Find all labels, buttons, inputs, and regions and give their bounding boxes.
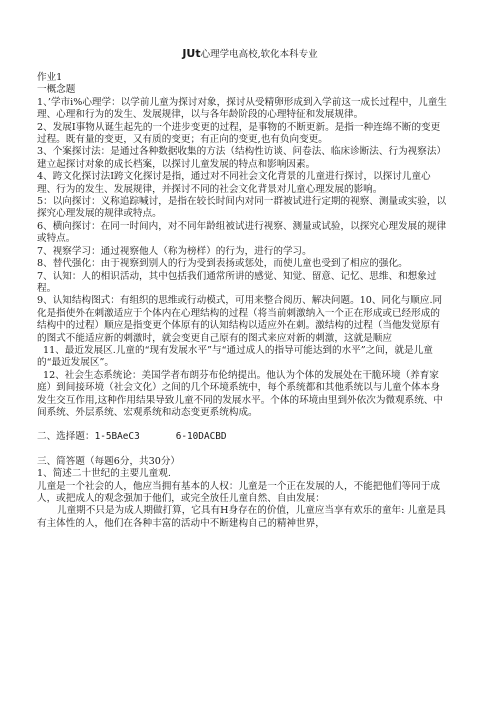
section-heading-short-answer: 三、简答题（每题6分，共30分）: [37, 455, 181, 467]
section-gap: [37, 419, 449, 431]
concept-item: 11、最近发展区.儿童的“现有发展水平”与“通过成人的指导可能达到的水平”之间，就是儿童的“最近发展区”。: [37, 344, 433, 369]
concept-item: 6、横向探讨：在同一时间内，对不同年龄组被试进行视察、测量或试验，以探究心理发展的规律或特点。: [37, 220, 447, 245]
choice-label: 二、选择题：: [37, 431, 95, 443]
concept-item: 2、发展I事物从诞生起先的一个进步变更的过程，是事物的不断更新。是指一种连绵不断的变更过程。既有量的变更，又有质的变更；有正向的变更,也有负向变更。: [37, 121, 441, 146]
concept-item: 9、认知结构图式：有组织的思维或行动模式，可用来整合阅历、解决问题。10、同化与顺应.同化是指使外在刺激适应于个体内在心理结构的过程（将当前刺激纳入一个正在形成或已经形成的结构中的过程）顺应是指变更个体原有的认知结构以适应外在刺。激结构的过程（当他发觉原有的图式不能适应新的刺激时，就会变更自己原有的图式来应对新的刺激，这就是顺应: [37, 295, 443, 344]
header-brand: JUt: [182, 47, 201, 60]
answer-paragraph: 儿童是一个社会的人，他应当拥有基本的人权：儿童是一个正在发展的人，不能把他们等同于成人，或把成人的观念强加于他们，或完全放任儿童自然、自由发展：: [37, 480, 440, 504]
section-gap: [37, 444, 449, 456]
choice-answer-1-5: 1-5BAeC3: [94, 431, 140, 443]
question-item: 1、简述二十世纪的主要儿童观.: [37, 468, 171, 480]
concept-item: 1、’学市i%心理学：以学前儿童为探讨对象，探讨从受精卵形成到入学前这一成长过程中，儿童生理、心理和行为的发生、发展规律，以与各年龄阶段的心理特征和发展规律。: [37, 96, 447, 121]
answer-paragraph: 儿童期不只是为成人期做打算，它具有H身存在的价值，儿童应当享有欢乐的童年: 儿童是具有主体性的人，他们在各种丰富的活动中不断建构自己的精神世界，: [37, 505, 446, 529]
concept-item: 5：以向探讨：义称追踪喊讨，是指在较长时间内对同一群被试进行定期的视察、测量或实验，以探究心理发展的规律或特点。: [37, 196, 447, 220]
header-subtitle: 心理学电高校,软化本科专业: [200, 49, 318, 60]
page-header: [0, 48, 500, 61]
concept-item: 3、个案探讨法：是通过各种数据收集的方法（结构性访谈、问卷法、临床诊断法、行为视察法）建立起探讨对象的成长档案，以探讨儿童发展的特点和影响因素。: [37, 146, 447, 170]
concept-item: 12、社会生态系统论：美国学者布朗芬布伦纳提出。他认为个体的发展处在干脆环境（养育家庭）到间接环境（社会文化）之间的几个环境系统中，每个系统都和其他系统以与儿童个体本身发生交互作用,这种作用结果导致儿童不同的发展水平。个体的环境由里到外依次为微观系统、中间系统、外层系统、宏观系统和动态变更系统构成。: [37, 369, 443, 418]
concept-item: 7、认知：人的相识活动，其中包括我们通常所讲的感觉、知觉、留意、记忆、思维、和想象过程。: [37, 270, 437, 294]
section-heading-concepts: 一概念题: [37, 84, 76, 96]
choice-answers: [37, 431, 449, 443]
concept-item: 4、跨文化探讨法I跨文化探讨是指，通过对不同社会文化背景的儿童进行探讨，以探讨儿童心理、行为的发生、发展规律，并探讨不同的社会文化背景对儿童心理发展的影响。: [37, 171, 431, 195]
choice-answer-6-10: 6-10DACBD: [175, 431, 227, 443]
homework-title: 作业1: [37, 72, 63, 83]
concept-item: 8、替代强化：由于视察到别人的行为受到表扬或惩处，而使儿童也受到了相应的强化。: [37, 258, 408, 270]
document-body: [37, 72, 449, 530]
concept-item: 7、视察学习：通过视察他人（称为榜样）的行为，进行的学习。: [37, 245, 312, 257]
